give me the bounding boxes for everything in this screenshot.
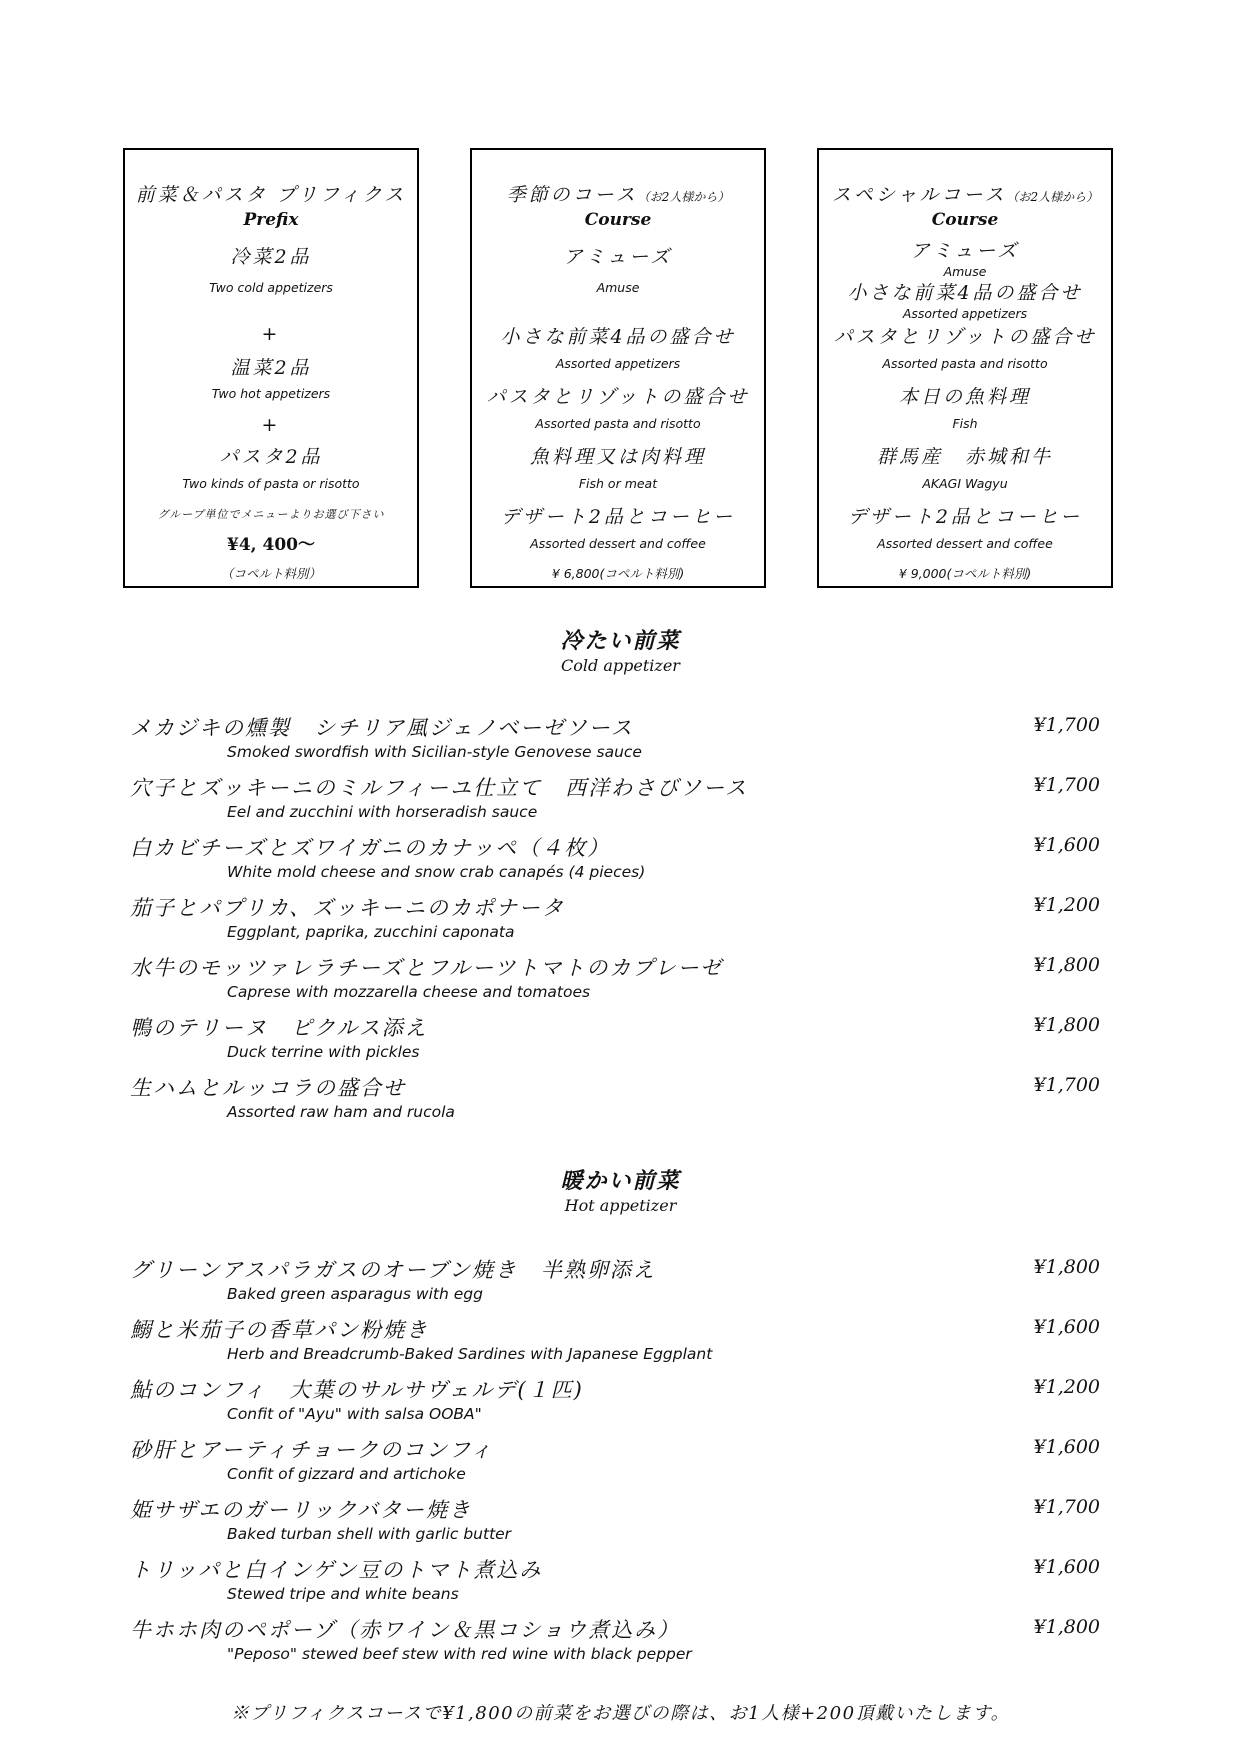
course-line-text: アミューズ [563,246,673,268]
course-line [819,236,1111,263]
course-line-text: + [261,414,281,436]
course-line [472,476,764,491]
course-line [125,180,417,207]
menu-item-price: ¥1,800 [1033,1616,1100,1638]
course-line [125,280,417,295]
menu-item-name-en: Confit of gizzard and artichoke [227,1465,466,1483]
menu-item-name-en: Caprese with mozzarella cheese and tomatoes [227,983,591,1001]
course-line [472,356,764,371]
menu-item-name-en: Herb and Breadcrumb-Baked Sardines with Japanese Eggplant [227,1345,713,1363]
course-line [125,530,417,555]
menu-item-price: ¥1,700 [1033,714,1100,736]
course-line-text: Amuse [943,264,987,279]
course-line [819,476,1111,491]
course-line [472,322,764,349]
course-line-text: パスタ2品 [219,446,323,468]
menu-item-name-jp: 鰯と米茄子の香草パン粉焼き [130,1318,429,1342]
course-line [819,382,1111,409]
course-line-text: ¥ 9,000(コペルト料別) [898,566,1032,581]
menu-item-name-en: Confit of "Ayu" with salsa OOBA" [227,1405,482,1423]
menu-item-price: ¥1,600 [1033,1436,1100,1458]
course-line [819,564,1111,582]
course-line-text: 魚料理又は肉料理 [529,446,706,468]
menu-item-price: ¥1,200 [1033,1376,1100,1398]
course-line [819,442,1111,469]
course-line [819,180,1111,207]
course-box-special [817,148,1113,588]
course-line-text: Assorted pasta and risotto [535,416,701,431]
course-line [819,416,1111,431]
course-line [819,356,1111,371]
course-line-text: グループ単位でメニューよりお選び下さい [157,508,385,521]
menu-item-name-jp: 茄子とパプリカ、ズッキーニのカポナータ [130,896,565,920]
menu-item-name-en: Eggplant, paprika, zucchini caponata [227,923,515,941]
course-line [472,442,764,469]
course-line-text: Assorted appetizers [902,306,1028,321]
course-line-text: 冷菜2品 [230,246,312,268]
course-line [819,322,1111,349]
menu-item-name-en: White mold cheese and snow crab canapés (4 pieces) [227,863,646,881]
course-line-text: ¥ 6,800(コペルト料別) [551,566,685,581]
course-line [125,210,417,230]
menu-item-name-jp: 水牛のモッツァレラチーズとフルーツトマトのカプレーゼ [130,956,724,980]
course-line [472,242,764,269]
menu-item-name-en: Smoked swordfish with Sicilian-style Genovese sauce [227,743,642,761]
course-line [125,353,417,380]
hot-section-title: 暖かい前菜 [560,1168,681,1194]
course-line [472,564,764,582]
course-line-note: （お2人様から） [1006,190,1099,204]
menu-item-price: ¥1,800 [1033,1256,1100,1278]
course-line [125,506,417,522]
course-line [125,242,417,269]
footnote: ※プリフィクスコースで¥1,800の前菜をお選びの際は、お1人様+200頂戴いたします。 [230,1703,1011,1724]
course-line [472,416,764,431]
menu-item-name-en: Stewed tripe and white beans [227,1585,459,1603]
course-line-text: Two hot appetizers [211,386,331,401]
course-line [472,180,764,207]
course-line-text: Assorted appetizers [555,356,681,371]
course-line [472,536,764,551]
course-line-text: Fish or meat [578,476,658,491]
menu-item-price: ¥1,600 [1033,1556,1100,1578]
menu-item-name-en: Baked green asparagus with egg [227,1285,483,1303]
cold-section-title: 冷たい前菜 [560,628,681,654]
course-line [125,386,417,401]
menu-item-name-jp: 牛ホホ肉のペポーゾ（赤ワイン＆黒コショウ煮込み） [130,1618,681,1642]
course-line-text: パスタとリゾットの盛合せ [486,386,750,408]
course-line-text: Two cold appetizers [209,280,333,295]
course-line [125,414,417,436]
course-line [125,564,417,582]
menu-item-name-en: Baked turban shell with garlic butter [227,1525,512,1543]
course-line-text: （コペルト料別） [220,566,321,581]
course-line [125,442,417,469]
menu-item-name-en: Assorted raw ham and rucola [227,1103,455,1121]
course-line-text: デザート2品とコーヒー [847,506,1083,528]
course-line-text: Prefix [243,210,299,230]
course-line-text: アミューズ [910,240,1020,262]
course-line [819,502,1111,529]
menu-item-price: ¥1,600 [1033,834,1100,856]
course-line-text: Assorted dessert and coffee [877,536,1053,551]
menu-item-name-jp: トリッパと白インゲン豆のトマト煮込み [130,1558,543,1582]
course-line-text: Assorted dessert and coffee [530,536,706,551]
course-line-text: スペシャルコース [831,184,1007,206]
course-line-text: 季節のコース [506,184,638,206]
course-line [472,210,764,230]
course-line [125,476,417,491]
menu-item-price: ¥1,800 [1033,954,1100,976]
course-line-text: 小さな前菜4品の盛合せ [847,282,1083,304]
course-line-text: 本日の魚料理 [898,386,1031,408]
menu-item-name-jp: メカジキの燻製 シチリア風ジェノベーゼソース [130,716,634,740]
menu-item-name-jp: 穴子とズッキーニのミルフィーユ仕立て 西洋わさびソース [130,776,749,800]
course-line-text: Amuse [596,280,640,295]
menu-item-name-jp: 砂肝とアーティチョークのコンフィ [130,1438,494,1462]
course-line-text: 温菜2品 [230,357,312,379]
course-line-text: 前菜＆パスタ プリフィクス [135,184,407,206]
course-line-text: パスタとリゾットの盛合せ [833,326,1097,348]
course-line-text: AKAGI Wagyu [922,476,1008,491]
menu-item-name-jp: 生ハムとルッコラの盛合せ [130,1076,406,1100]
course-line [472,382,764,409]
menu-item-price: ¥1,700 [1033,1074,1100,1096]
course-line [819,264,1111,279]
menu-item-price: ¥1,700 [1033,774,1100,796]
course-line [819,210,1111,230]
course-line [819,536,1111,551]
course-line-text: Course [584,210,652,230]
course-line-text: ¥4, 400～ [227,535,315,555]
course-line-text: 小さな前菜4品の盛合せ [500,326,736,348]
menu-item-price: ¥1,200 [1033,894,1100,916]
course-line [819,306,1111,321]
menu-item-name-en: Eel and zucchini with horseradish sauce [227,803,538,821]
course-line-text: Assorted pasta and risotto [882,356,1048,371]
menu-item-name-jp: 姫サザエのガーリックバター焼き [130,1498,473,1522]
course-line [125,323,417,345]
menu-item-name-jp: 白カビチーズとズワイガニのカナッペ（４枚） [130,836,611,860]
course-box-seasonal [470,148,766,588]
cold-section-subtitle: Cold appetizer [561,656,680,675]
course-line-text: デザート2品とコーヒー [500,506,736,528]
course-line-text: 群馬産 赤城和牛 [876,446,1053,468]
course-line [819,278,1111,305]
menu-item-name-en: "Peposo" stewed beef stew with red wine with black pepper [227,1645,692,1663]
course-line-text: Course [931,210,999,230]
hot-section-subtitle: Hot appetizer [564,1196,677,1215]
course-line-note: （お2人様から） [637,190,730,204]
menu-item-price: ¥1,800 [1033,1014,1100,1036]
menu-item-price: ¥1,700 [1033,1496,1100,1518]
menu-item-price: ¥1,600 [1033,1316,1100,1338]
course-line-text: Fish [952,416,978,431]
course-box-prefix [123,148,419,588]
menu-item-name-en: Duck terrine with pickles [227,1043,420,1061]
menu-item-name-jp: 鮎のコンフィ 大葉のサルサヴェルデ(１匹) [130,1378,584,1402]
menu-item-name-jp: グリーンアスパラガスのオーブン焼き 半熟卵添え [130,1258,656,1282]
course-line-text: Two kinds of pasta or risotto [182,476,360,491]
course-line-text: + [261,323,281,345]
menu-item-name-jp: 鴨のテリーヌ ピクルス添え [130,1016,428,1040]
course-line [472,502,764,529]
course-line [472,280,764,295]
